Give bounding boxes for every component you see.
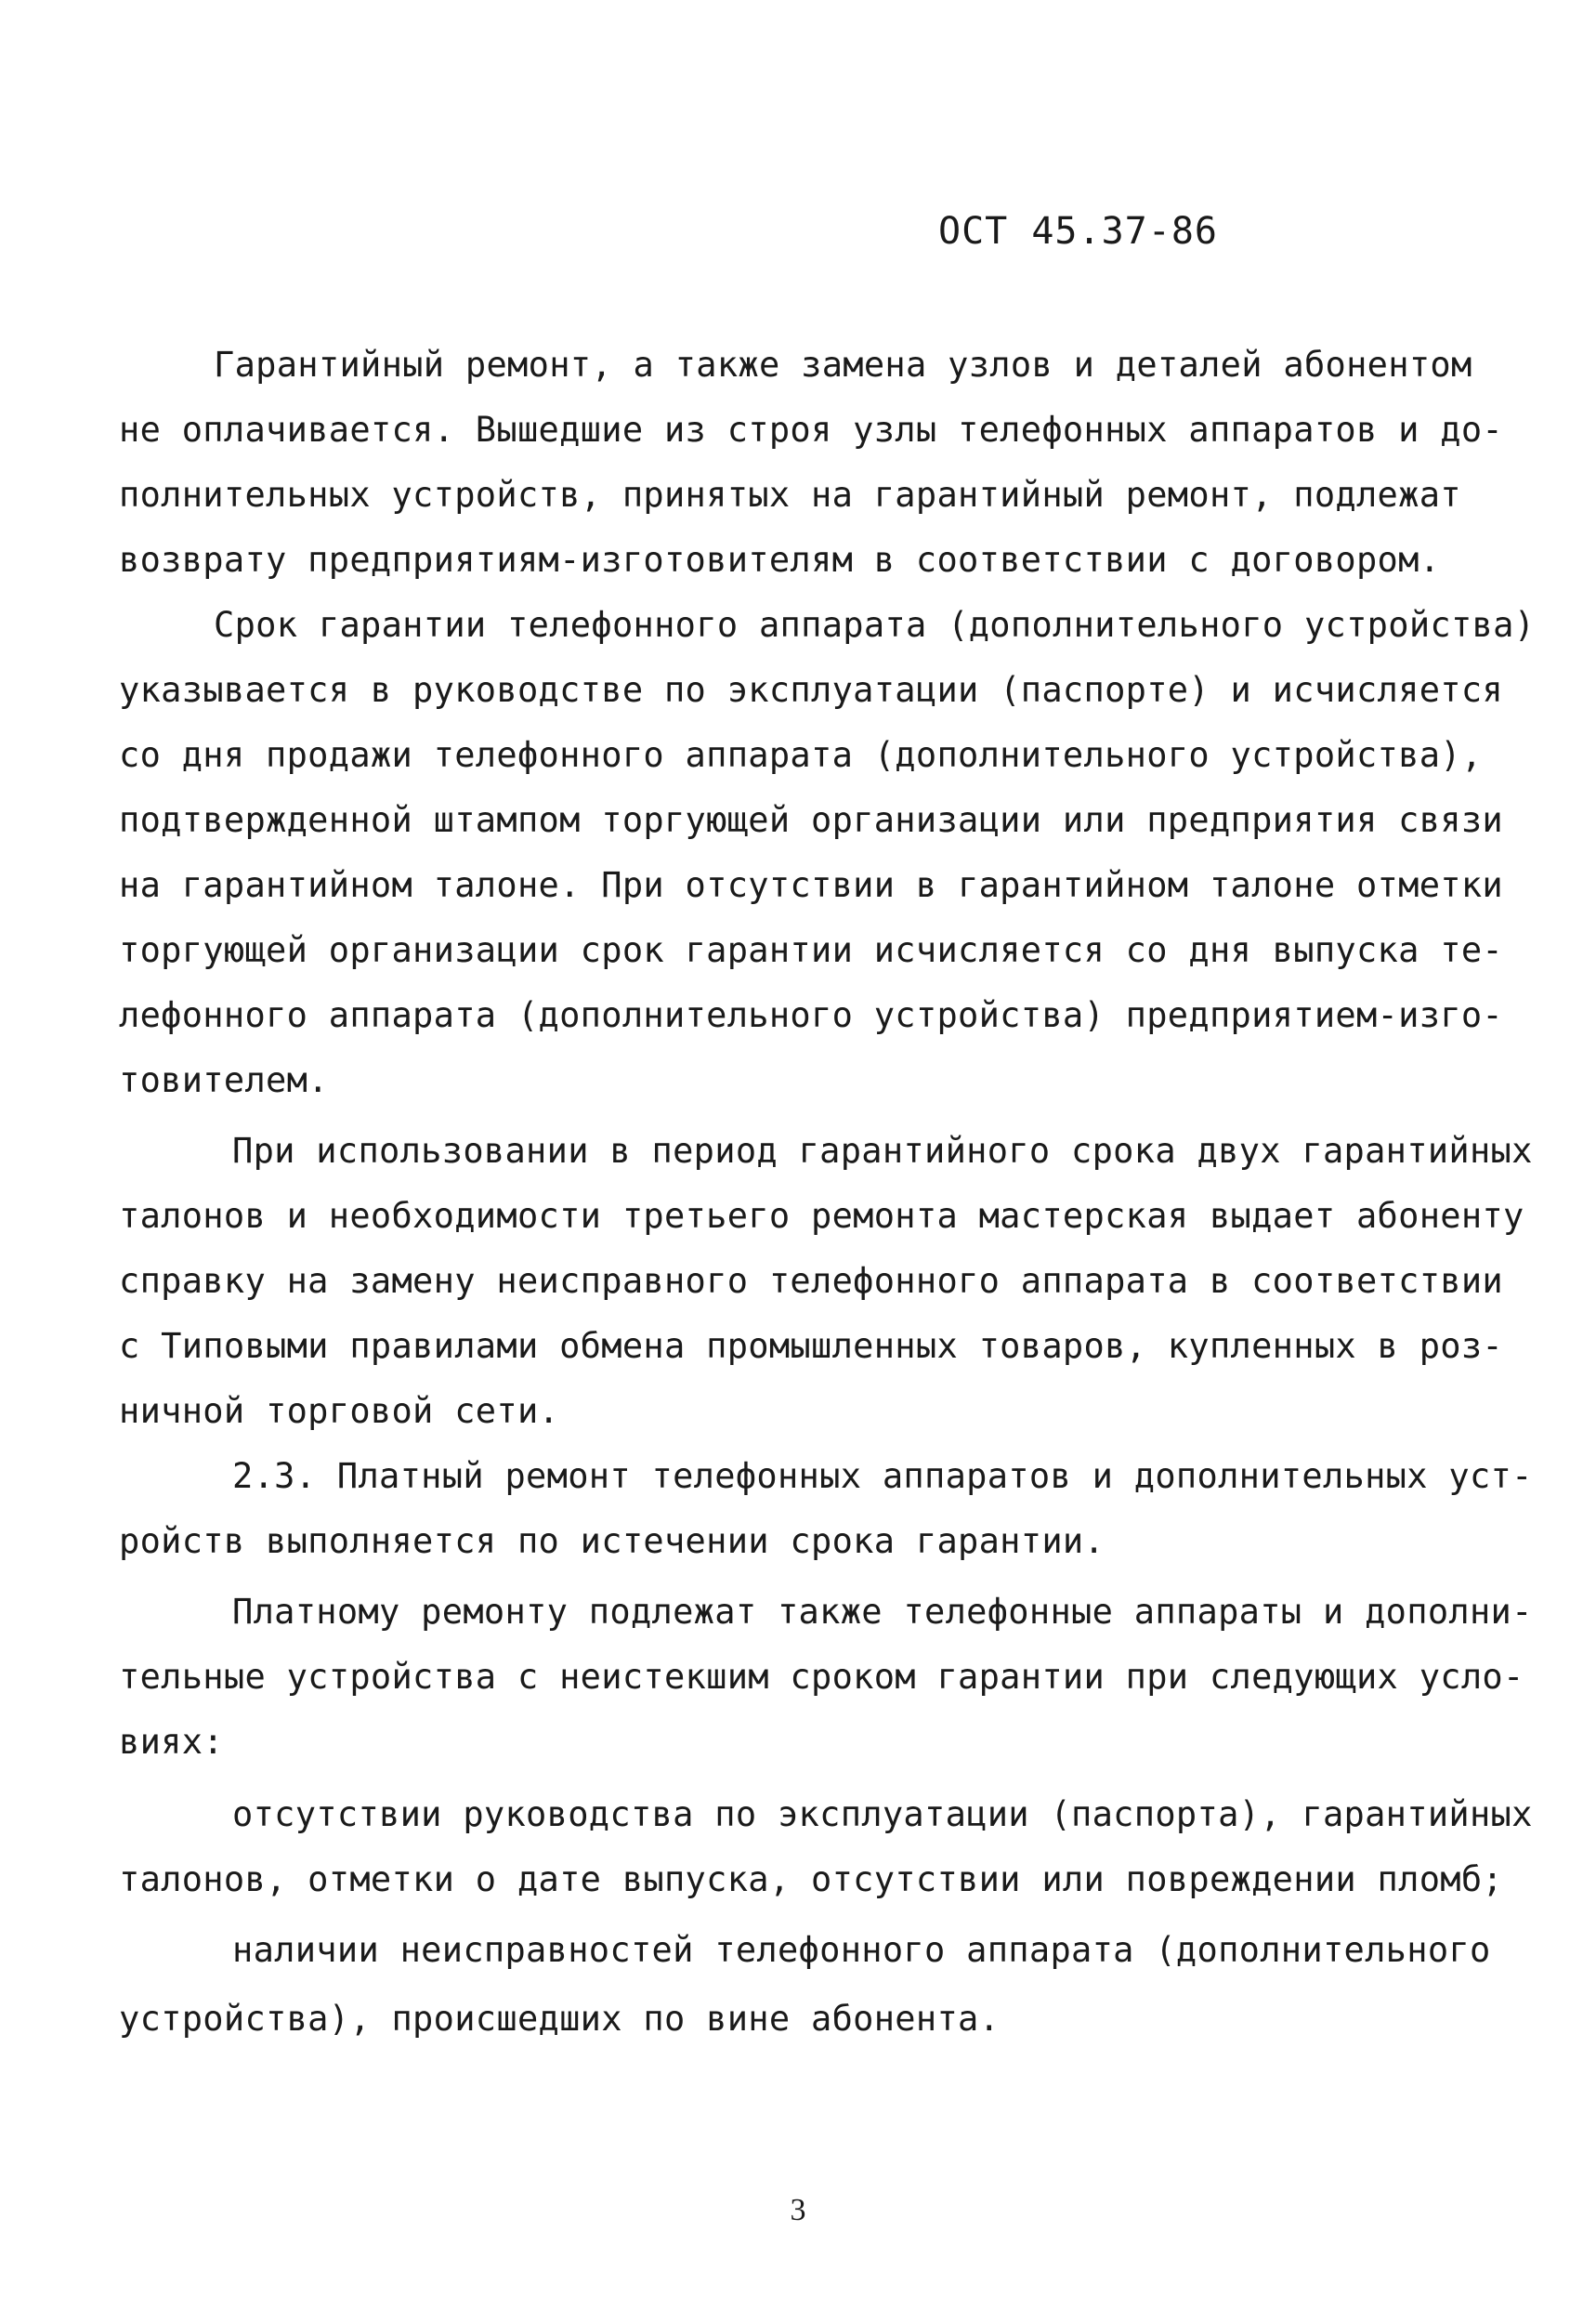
text-line: 2.3. Платный ремонт телефонных аппаратов и дополнительных уст- — [232, 1456, 1533, 1496]
text-line: Гарантийный ремонт, а также замена узлов и деталей абонентом — [214, 345, 1472, 385]
text-line: указывается в руководстве по эксплуатации (паспорте) и исчисляется — [119, 670, 1504, 710]
document-code: ОСТ 45.37-86 — [938, 210, 1218, 253]
page-number: 3 — [790, 2193, 806, 2227]
text-line: возврату предприятиям-изготовителям в соответствии с договором. — [119, 540, 1441, 580]
text-line: товителем. — [119, 1060, 329, 1100]
text-line: с Типовыми правилами обмена промышленных товаров, купленных в роз- — [119, 1326, 1504, 1366]
text-line: справку на замену неисправного телефонного аппарата в соответствии — [119, 1261, 1504, 1301]
text-line: Срок гарантии телефонного аппарата (дополнительного устройства) — [214, 605, 1536, 645]
text-line: виях: — [119, 1722, 224, 1762]
text-line: ничной торговой сети. — [119, 1391, 560, 1431]
text-line: талонов, отметки о дате выпуска, отсутствии или повреждении пломб; — [119, 1859, 1504, 1899]
text-line: не оплачивается. Вышедшие из строя узлы телефонных аппаратов и до- — [119, 410, 1504, 450]
text-line: наличии неисправностей телефонного аппарата (дополнительного — [232, 1930, 1491, 1970]
text-line: подтвержденной штампом торгующей организации или предприятия связи — [119, 800, 1504, 840]
text-line: лефонного аппарата (дополнительного устройства) предприятием-изго- — [119, 995, 1504, 1035]
text-line: тельные устройства с неистекшим сроком гарантии при следующих усло- — [119, 1657, 1524, 1697]
text-line: талонов и необходимости третьего ремонта мастерская выдает абоненту — [119, 1196, 1524, 1236]
text-line: на гарантийном талоне. При отсутствии в гарантийном талоне отметки — [119, 865, 1504, 905]
text-line: ройств выполняется по истечении срока гарантии. — [119, 1521, 1105, 1561]
text-line: отсутствии руководства по эксплуатации (паспорта), гарантийных — [232, 1794, 1533, 1834]
text-line: устройства), происшедших по вине абонента. — [119, 1999, 1001, 2039]
text-line: При использовании в период гарантийного срока двух гарантийных — [232, 1131, 1533, 1171]
text-line: со дня продажи телефонного аппарата (дополнительного устройства), — [119, 735, 1483, 775]
text-line: Платному ремонту подлежат также телефонные аппараты и дополни- — [232, 1592, 1533, 1632]
text-line: полнительных устройств, принятых на гарантийный ремонт, подлежат — [119, 475, 1461, 515]
text-line: торгующей организации срок гарантии исчисляется со дня выпуска те- — [119, 930, 1504, 970]
